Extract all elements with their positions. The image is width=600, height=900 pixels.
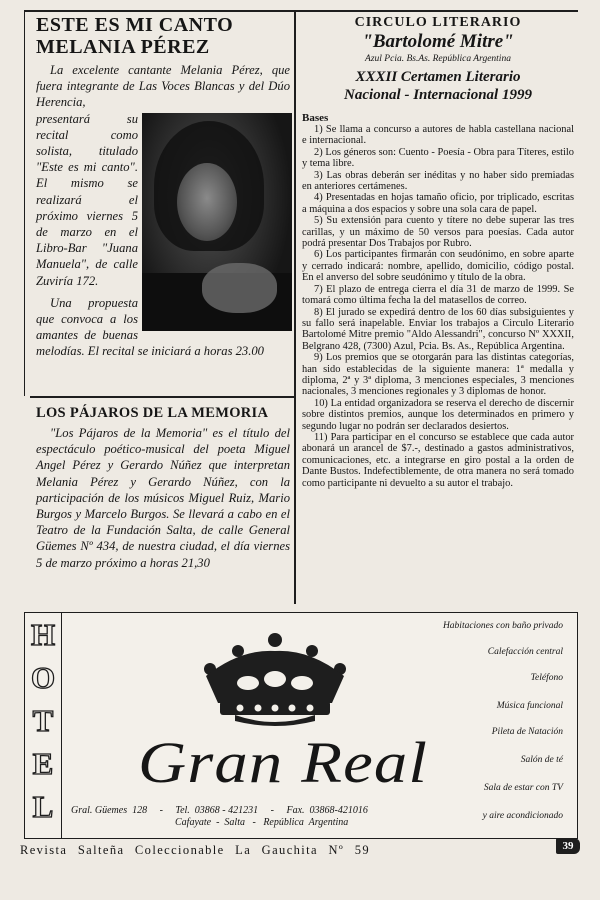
article-body — [36, 62, 290, 360]
rule-item: 3) Las obras deberán ser inéditas y no haber sido premiadas en anteriores certámenes. — [302, 169, 574, 193]
article-lead: La excelente cantante Melania Pérez, que fuera integrante de Las Voces Blancas y del Dúo Herencia, — [36, 63, 290, 110]
bases-heading: Bases — [302, 112, 329, 124]
hotel-letter: L — [32, 789, 54, 824]
hotel-city: Cafayate - Salta - República Argentina — [175, 817, 349, 828]
event-title-2: Nacional - Internacional 1999 — [344, 87, 532, 103]
rule-item: 10) La entidad organizadora se reserva el derecho de discernir sobre distintos premios, aunque los determinados en primero y segundo lugar no podrán ser declarados desiertos. — [302, 397, 574, 432]
rule-item: 4) Presentadas en hojas tamaño oficio, por triplicado, escritas a máquina a dos espacios y sobre una sola cara de papel. — [302, 192, 574, 215]
top-rule — [24, 10, 578, 12]
amenity-item: Sala de estar con TV — [483, 783, 563, 793]
hotel-letter: T — [32, 703, 54, 738]
rule-item: 11) Para participar en el concurso se establece que cada autor abonará un arancel de $7.-, destinado a gastos administrativos, comunicaciones, etc. a integrarse en giro postal a la orden de Dante Bustos. Indefectiblemente, de otra manera no será tomado como participante ni devuelto a su autor el trabajo. — [302, 431, 574, 489]
amenity-item: y aire acondicionado — [482, 811, 563, 821]
hotel-letter: O — [30, 660, 56, 695]
org-name: "Bartolomé Mitre" — [362, 31, 514, 52]
amenity-item: Salón de té — [520, 755, 563, 765]
rule-item: 9) Los premios que se otorgarán para las distintas categorías, han sido establecidas de la siguiente manera: 1ª medalla y diploma, 2ª y 3ª diploma, 3 menciones especiales, 3 menciones nacionales, 3 menciones regionales y 3 diplomas de honor. — [302, 352, 574, 398]
left-border — [24, 10, 25, 396]
rule-item: 8) El jurado se expedirá dentro de los 60 días subsiguientes y su fallo será inapelable. Enviar los trabajos a Circulo Literario Bartolomé Mitre premio "Aldo Alessandri", concurso Nº XXXII, Belgrano 428, (7300) Azul, Pcia. Bs. As., República Argentina. — [302, 306, 574, 352]
article-title — [36, 14, 290, 58]
rule-item: 1) Se llama a concurso a autores de habla castellana nacional e internacional. — [302, 124, 574, 147]
rule-item: 7) El plazo de entrega cierra el día 31 de marzo de 1999. Se tomará como última fecha la del matasellos de correo. — [302, 283, 574, 307]
hotel-address: Gral. Güemes 128 - Tel. 03868 - 421231 - Fax. 03868-421016 — [71, 805, 368, 816]
rule-item: 2) Los géneros son: Cuento - Poesía - Obra para Títeres, estilo y tema libre. — [302, 146, 574, 170]
magazine-footer: Revista Salteña Coleccionable La Gauchita Nº 59 — [20, 843, 371, 857]
hotel-letter: E — [32, 746, 54, 781]
hotel-letter: H — [30, 617, 56, 652]
article-paragraph: presentará su recital como solista, titulado "Este es mi canto". El mismo se realizará el próximo viernes 5 de marzo en el Libro-Bar "Juana Manuela", de calle Zuviría 172. — [36, 111, 138, 288]
rule-item: 6) Los participantes firmarán con seudónimo, en sobre aparte y cerrado indicará: nombre, apellido, domicilio, código postal. En el anverso del sobre seudónimo y título de la obra. — [302, 249, 574, 284]
article-closing: Una propuesta que convoca a los amantes de buenas melodías. El recital se iniciará a horas 23.00 — [36, 295, 264, 359]
rule-item: 5) Su extensión para cuento y títere no debe superar las tres carillas, y un máximo de 50 versos para poesías. Cada autor podrá presentar Dos Trabajos por Rubro. — [302, 215, 574, 250]
singer-photo — [142, 113, 292, 331]
amenity-item: Teléfono — [530, 673, 563, 683]
article-paragraph: "Los Pájaros de la Memoria" es el título del espectáculo poético-musical del poeta Miguel Angel Pérez y Gerardo Núñez que interpretan Melania Pérez y Gerardo Núñez, con la participación de los músicos Miguel Ruiz, Mario Burgos y Marcelo Burgos. Se llevará a cabo en el Teatro de la Fundación Salta, de calle General Güemes Nº 434, de nuestra ciudad, el día viernes 5 de marzo próximo a horas 21,30 — [36, 426, 290, 570]
column-divider — [294, 12, 296, 604]
article-divider — [30, 396, 294, 398]
page-number: 39 — [556, 838, 580, 854]
article-pajaros — [36, 404, 290, 571]
article-title: LOS PÁJAROS DE LA MEMORIA — [36, 405, 269, 421]
amenity-item: Pileta de Natación — [491, 727, 563, 737]
hotel-brand: Gran Real — [137, 730, 429, 795]
hotel-vertical-word — [25, 613, 62, 838]
title-line-2: MELANIA PÉREZ — [36, 36, 210, 58]
rules-list — [302, 124, 574, 489]
title-line-1: ESTE ES MI CANTO — [36, 14, 234, 36]
amenity-item: Música funcional — [496, 701, 563, 711]
org-location: Azul Pcia. Bs.As. República Argentina — [365, 54, 511, 64]
amenity-item: Calefacción central — [487, 647, 563, 657]
crown-icon — [200, 631, 350, 726]
org-heading: CIRCULO LITERARIO — [354, 15, 522, 30]
contest-announcement — [302, 14, 574, 489]
event-title-1: XXXII Certamen Literario — [355, 69, 521, 85]
amenity-item: Habitaciones con baño privado — [442, 621, 563, 631]
article-melania — [36, 14, 290, 360]
hotel-advertisement — [24, 612, 578, 839]
